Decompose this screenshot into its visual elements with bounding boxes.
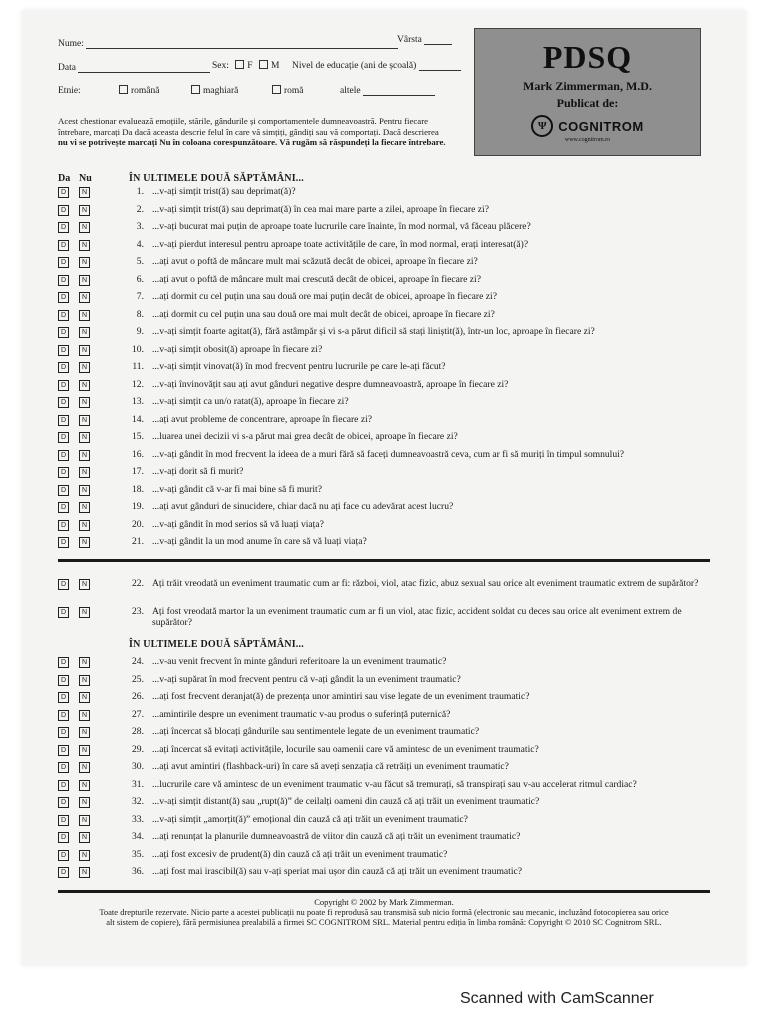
title-box — [474, 28, 701, 156]
yes-checkbox[interactable]: D — [58, 762, 69, 773]
yes-checkbox[interactable]: D — [58, 607, 69, 618]
question-row — [58, 344, 708, 361]
sex-m-checkbox[interactable] — [259, 60, 268, 69]
section-divider — [58, 559, 710, 562]
question-number: 28. — [132, 726, 144, 737]
question-row — [58, 186, 708, 203]
yes-checkbox[interactable]: D — [58, 327, 69, 338]
question-number: 31. — [132, 778, 144, 790]
question-text: ...luarea unei decizii vi s-a părut mai grea decât de obicei, aproape în fiecare zi? — [152, 431, 458, 442]
question-text: ...v-ați învinovățit sau ați avut gânduri negative despre dumneavoastră, aproape în fiecare zi? — [152, 378, 509, 390]
question-text: ...ați fost mai irascibil(ă) sau v-ați speriat mai ușor din cauză că ați trăit un eveniment traumatic? — [152, 866, 523, 877]
question-row — [58, 239, 708, 256]
question-number: 26. — [132, 691, 144, 702]
ethnicity-checkbox[interactable] — [272, 85, 281, 94]
name-field[interactable] — [58, 38, 398, 49]
question-text: ...v-ați dorit să fi murit? — [152, 466, 244, 477]
yes-checkbox[interactable]: D — [58, 205, 69, 216]
ethnicity-field — [58, 86, 81, 96]
question-row — [58, 221, 708, 238]
question-text: ...ați avut amintiri (flashback-uri) în care să aveți senzația că retrăiți un eveniment traumatic? — [152, 761, 509, 772]
question-row — [58, 501, 708, 518]
question-row — [58, 779, 708, 796]
question-text: ...v-ați simțit vinovat(ă) în mod frecvent pentru lucrurile pe care le-ați făcut? — [152, 361, 446, 372]
no-checkbox[interactable]: N — [79, 537, 90, 548]
yes-checkbox[interactable]: D — [58, 450, 69, 461]
question-text: ...v-ați simțit ca un/o ratat(ă), aproape în fiecare zi? — [152, 396, 349, 407]
no-checkbox[interactable]: N — [79, 345, 90, 356]
question-number: 4. — [136, 238, 144, 250]
question-row — [58, 866, 708, 883]
no-checkbox[interactable]: N — [79, 380, 90, 391]
question-text: ...v-ați simțit trist(ă) sau deprimat(ă)? — [152, 186, 296, 197]
question-text: ...ați încercat să blocați gândurile sau sentimentele legate de un eveniment traumatic? — [152, 726, 480, 737]
no-checkbox[interactable]: N — [79, 397, 90, 408]
yes-checkbox[interactable]: D — [58, 710, 69, 721]
question-number: 15. — [132, 431, 144, 442]
column-yes: Da — [58, 173, 71, 184]
question-text: ...v-au venit frecvent în minte gânduri referitoare la un eveniment traumatic? — [152, 656, 447, 667]
ethnicity-option-label: maghiară — [203, 86, 239, 96]
question-number: 29. — [132, 743, 144, 755]
education-label: Nivel de educație (ani de școală) — [292, 61, 417, 71]
question-text: ...ați avut o poftă de mâncare mult mai scăzută decât de obicei, aproape în fiecare zi? — [152, 256, 478, 267]
no-checkbox[interactable]: N — [79, 579, 90, 590]
yes-checkbox[interactable]: D — [58, 275, 69, 286]
ethnicity-option-roma[interactable] — [268, 85, 304, 96]
question-row — [58, 326, 708, 343]
no-checkbox[interactable]: N — [79, 867, 90, 878]
copyright: Copyright © 2002 by Mark Zimmerman. — [314, 897, 454, 907]
question-row — [58, 466, 708, 483]
yes-checkbox[interactable]: D — [58, 467, 69, 478]
footer — [58, 897, 710, 927]
yes-checkbox[interactable]: D — [58, 292, 69, 303]
no-checkbox[interactable]: N — [79, 710, 90, 721]
question-row — [58, 291, 708, 308]
scanned-page — [22, 10, 746, 965]
question-row — [58, 396, 708, 413]
yes-checkbox[interactable]: D — [58, 345, 69, 356]
question-number: 5. — [136, 256, 144, 267]
no-checkbox[interactable]: N — [79, 450, 90, 461]
questionnaire-title: PDSQ — [542, 39, 633, 75]
question-text: ...v-ați simțit distant(ă) sau „rupt(ă)” de ceilalți oameni din cauză că ați trăit un eveniment traumatic? — [152, 796, 540, 807]
question-row — [58, 814, 708, 831]
no-checkbox[interactable]: N — [79, 292, 90, 303]
question-number: 32. — [132, 796, 144, 807]
yes-checkbox[interactable]: D — [58, 485, 69, 496]
sex-f-label: F — [247, 61, 253, 71]
ethnicity-label: Etnie: — [58, 86, 81, 96]
question-row — [58, 379, 708, 396]
publisher-name: COGNITROM — [558, 118, 644, 134]
ethnicity-option-maghiara[interactable] — [187, 85, 238, 96]
question-row — [58, 484, 708, 501]
no-checkbox[interactable]: N — [79, 415, 90, 426]
age-label: Vârsta — [397, 35, 422, 45]
column-no: Nu — [79, 173, 92, 184]
question-number: 11. — [132, 361, 144, 372]
question-text: ...lucrurile care vă amintesc de un eveniment traumatic v-au făcut să tremurați, să transpirați sau v-au accelerat ritmul cardiac? — [152, 778, 637, 790]
no-checkbox[interactable]: N — [79, 520, 90, 531]
question-number: 9. — [136, 326, 144, 337]
question-number: 17. — [132, 466, 144, 477]
question-text: ...amintirile despre un eveniment traumatic v-au produs o suferință puternică? — [152, 708, 451, 720]
no-checkbox[interactable]: N — [79, 692, 90, 703]
camscanner-watermark: Scanned with CamScanner — [460, 990, 654, 1007]
no-checkbox[interactable]: N — [79, 222, 90, 233]
question-row — [58, 274, 708, 291]
question-row — [58, 361, 708, 378]
question-number: 8. — [136, 308, 144, 320]
question-number: 35. — [132, 848, 144, 860]
instructions-line: Acest chestionar evaluează emoțiile, stările, gândurile și comportamentele dumneavoastră. Pentru fiecare — [58, 116, 429, 126]
question-row — [58, 449, 708, 466]
section-heading: ÎN ULTIMELE DOUĂ SĂPTĂMÂNI... — [129, 173, 304, 184]
question-text: ...ați fost frecvent deranjat(ă) de prezența unor amintiri sau vise legate de un eveniment traumatic? — [152, 691, 530, 702]
question-text: ...v-ați supărat în mod frecvent pentru că v-ați gândit la un eveniment traumatic? — [152, 673, 461, 685]
no-checkbox[interactable]: N — [79, 275, 90, 286]
yes-checkbox[interactable]: D — [58, 502, 69, 513]
name-line[interactable] — [86, 38, 398, 49]
age-field[interactable] — [397, 34, 452, 45]
question-number: 34. — [132, 831, 144, 842]
yes-checkbox[interactable]: D — [58, 727, 69, 738]
question-number: 30. — [132, 761, 144, 772]
sex-f-checkbox[interactable] — [235, 60, 244, 69]
no-checkbox[interactable]: N — [79, 850, 90, 861]
no-checkbox[interactable]: N — [79, 240, 90, 251]
no-checkbox[interactable]: N — [79, 310, 90, 321]
sex-m-label: M — [270, 61, 280, 71]
question-number: 20. — [132, 518, 144, 530]
education-field[interactable] — [292, 60, 461, 71]
no-checkbox[interactable]: N — [79, 745, 90, 756]
no-checkbox[interactable]: N — [79, 362, 90, 373]
question-number: 2. — [136, 203, 144, 215]
question-text: ...v-ați pierdut interesul pentru aproape toate activitățile de care, în mod normal, erați interesat(ă)? — [152, 238, 529, 250]
yes-checkbox[interactable]: D — [58, 657, 69, 668]
yes-checkbox[interactable]: D — [58, 692, 69, 703]
author: Mark Zimmerman, M.D. — [523, 79, 652, 93]
question-number: 24. — [132, 656, 144, 667]
no-checkbox[interactable]: N — [79, 187, 90, 198]
ethnicity-option-label: română — [131, 86, 160, 96]
question-number: 22. — [132, 578, 144, 589]
name-label: Nume: — [58, 39, 84, 49]
yes-checkbox[interactable]: D — [58, 187, 69, 198]
age-line[interactable] — [424, 34, 452, 45]
question-number: 6. — [136, 273, 144, 285]
yes-checkbox[interactable]: D — [58, 815, 69, 826]
date-line[interactable] — [78, 62, 210, 73]
question-number: 19. — [132, 501, 144, 512]
question-text: ...v-ați bucurat mai puțin de aproape toate lucrurile care înainte, în mod normal, vă făceau plăcere? — [152, 221, 531, 232]
instructions-line: întrebare, marcați Da dacă aceasta descrie felul în care vă simțiți, gândiți sau vă comportați. Dacă descrierea — [58, 126, 439, 137]
question-text: ...ați dormit cu cel puțin una sau două ore mai puțin decât de obicei, aproape în fiecare zi? — [152, 291, 497, 302]
publisher-url: www.cognitrom.ro — [564, 137, 611, 143]
no-checkbox[interactable]: N — [79, 257, 90, 268]
yes-checkbox[interactable]: D — [58, 415, 69, 426]
question-number: 1. — [136, 186, 144, 197]
yes-checkbox[interactable]: D — [58, 780, 69, 791]
question-row — [58, 726, 708, 743]
no-checkbox[interactable]: N — [79, 780, 90, 791]
published-by: Publicat de: — [556, 96, 619, 110]
question-number: 23. — [132, 606, 144, 617]
no-checkbox[interactable]: N — [79, 675, 90, 686]
no-checkbox[interactable]: N — [79, 832, 90, 843]
footer-divider — [58, 890, 710, 893]
yes-checkbox[interactable]: D — [58, 745, 69, 756]
rights-notice: Toate drepturile rezervate. Nicio parte a acestei publicații nu poate fi reprodusă sau transmisă sub nicio formă (electronic sau mecanic, incluzând fotocopierea sau orice — [99, 907, 669, 917]
question-number: 33. — [132, 813, 144, 825]
ethnicity-other-line[interactable] — [363, 85, 435, 96]
question-text: ...v-ați gândit la un mod anume în care să vă luați viața? — [152, 536, 367, 547]
question-number: 13. — [132, 396, 144, 407]
sex-label: Sex: — [212, 61, 229, 71]
yes-checkbox[interactable]: D — [58, 257, 69, 268]
ethnicity-checkbox[interactable] — [191, 85, 200, 94]
yes-checkbox[interactable]: D — [58, 362, 69, 373]
ethnicity-option-altele[interactable] — [340, 85, 435, 96]
sex-field[interactable] — [212, 60, 279, 71]
yes-checkbox[interactable]: D — [58, 832, 69, 843]
instructions — [58, 116, 458, 148]
no-checkbox[interactable]: N — [79, 432, 90, 443]
question-text: ...v-ați gândit în mod serios să vă luați viața? — [152, 518, 324, 530]
ethnicity-option-label: altele — [340, 86, 361, 96]
question-number: 14. — [132, 413, 144, 425]
question-row — [58, 309, 708, 326]
question-row — [58, 519, 708, 536]
yes-checkbox[interactable]: D — [58, 579, 69, 590]
yes-checkbox[interactable]: D — [58, 797, 69, 808]
yes-checkbox[interactable]: D — [58, 310, 69, 321]
yes-checkbox[interactable]: D — [58, 397, 69, 408]
question-row — [58, 578, 708, 604]
yes-checkbox[interactable]: D — [58, 675, 69, 686]
question-row — [58, 691, 708, 708]
yes-checkbox[interactable]: D — [58, 850, 69, 861]
rights-notice: alt sistem de copiere), fără permisiunea prealabilă a firmei SC COGNITROM SRL. Material pentru ediția în limba română: Copyright © 2010 SC Cognitrom SRL. — [106, 917, 662, 927]
question-number: 10. — [132, 343, 144, 355]
question-text: ...v-ați gândit că v-ar fi mai bine să fi murit? — [152, 483, 322, 495]
question-text: ...v-ați simțit „amorțit(ă)” emoțional din cauză că ați trăit un eveniment traumatic? — [152, 813, 468, 825]
no-checkbox[interactable]: N — [79, 607, 90, 618]
date-field[interactable] — [58, 62, 210, 73]
instructions-line: nu vi se potrivește marcați Nu în coloana corespunzătoare. Vă rugăm să răspundeți la fiecare întrebare. — [58, 137, 446, 148]
question-text: ...ați avut gânduri de sinucidere, chiar dacă nu ați face cu adevărat acest lucru? — [152, 501, 454, 512]
no-checkbox[interactable]: N — [79, 815, 90, 826]
question-number: 25. — [132, 673, 144, 685]
no-checkbox[interactable]: N — [79, 727, 90, 738]
ethnicity-option-label: romă — [284, 86, 304, 96]
question-text: ...ați dormit cu cel puțin una sau două ore mai mult decât de obicei, aproape în fiecare zi? — [152, 308, 495, 320]
education-line[interactable] — [419, 60, 461, 71]
yes-checkbox[interactable]: D — [58, 380, 69, 391]
yes-checkbox[interactable]: D — [58, 867, 69, 878]
question-text: ...ați avut probleme de concentrare, aproape în fiecare zi? — [152, 413, 373, 425]
question-row — [58, 536, 708, 553]
question-number: 36. — [132, 866, 144, 877]
question-row — [58, 761, 708, 778]
question-text: ...v-ați simțit trist(ă) sau deprimat(ă) în cea mai mare parte a zilei, aproape în fiecare zi? — [152, 203, 489, 215]
ethnicity-option-romana[interactable] — [115, 85, 160, 96]
question-row — [58, 204, 708, 221]
question-row — [58, 606, 708, 632]
question-text: ...ați fost excesiv de prudent(ă) din cauză că ați trăit un eveniment traumatic? — [152, 848, 448, 860]
ethnicity-checkbox[interactable] — [119, 85, 128, 94]
question-row — [58, 431, 708, 448]
question-row — [58, 656, 708, 673]
question-number: 12. — [132, 378, 144, 390]
no-checkbox[interactable]: N — [79, 467, 90, 478]
yes-checkbox[interactable]: D — [58, 240, 69, 251]
publisher-logo — [475, 115, 700, 137]
question-text: ...ați încercat să evitați activitățile, locurile sau oamenii care vă amintesc de un eveniment traumatic? — [152, 743, 539, 755]
question-text: ...ați avut o poftă de mâncare mult mai crescută decât de obicei, aproape în fiecare zi? — [152, 273, 481, 285]
question-number: 27. — [132, 708, 144, 720]
question-number: 7. — [136, 291, 144, 302]
yes-checkbox[interactable]: D — [58, 537, 69, 548]
no-checkbox[interactable]: N — [79, 485, 90, 496]
question-number: 16. — [132, 448, 144, 460]
question-text: ...v-ați simțit foarte agitat(ă), fără astâmpăr și vi s-a părut dificil să stați liniștit(ă), într-un loc, aproape în fiecare zi? — [152, 326, 595, 337]
yes-checkbox[interactable]: D — [58, 520, 69, 531]
question-text: Ați trăit vreodată un eveniment traumatic cum ar fi: război, viol, atac fizic, abuz sexual sau orice alt eveniment traumatic extrem de supărător? — [152, 578, 699, 589]
no-checkbox[interactable]: N — [79, 327, 90, 338]
question-row — [58, 414, 708, 431]
no-checkbox[interactable]: N — [79, 797, 90, 808]
no-checkbox[interactable]: N — [79, 762, 90, 773]
question-text: ...v-ați gândit în mod frecvent la ideea de a muri fără să faceți dumneavoastră ceva, cum ar fi să muriți în timpul somnului? — [152, 448, 625, 460]
question-text: ...v-ați simțit obosit(ă) aproape în fiecare zi? — [152, 343, 323, 355]
question-row — [58, 709, 708, 726]
question-row — [58, 256, 708, 273]
no-checkbox[interactable]: N — [79, 657, 90, 668]
yes-checkbox[interactable]: D — [58, 222, 69, 233]
question-number: 3. — [136, 221, 144, 232]
yes-checkbox[interactable]: D — [58, 432, 69, 443]
question-number: 18. — [132, 483, 144, 495]
question-row — [58, 831, 708, 848]
question-row — [58, 744, 708, 761]
question-row — [58, 796, 708, 813]
question-text: Ați fost vreodată martor la un eveniment traumatic cum ar fi un viol, atac fizic, accident soldat cu deces sau orice alt eveniment extrem de supărător? — [152, 606, 682, 628]
date-label: Data — [58, 63, 76, 73]
section-heading: ÎN ULTIMELE DOUĂ SĂPTĂMÂNI... — [129, 639, 304, 650]
question-row — [58, 849, 708, 866]
no-checkbox[interactable]: N — [79, 502, 90, 513]
question-row — [58, 674, 708, 691]
question-text: ...ați renunțat la planurile dumneavoastră de viitor din cauză că ați trăit un eveniment traumatic? — [152, 831, 521, 842]
question-number: 21. — [132, 536, 144, 547]
psi-logo-icon: Ψ — [531, 115, 553, 137]
no-checkbox[interactable]: N — [79, 205, 90, 216]
